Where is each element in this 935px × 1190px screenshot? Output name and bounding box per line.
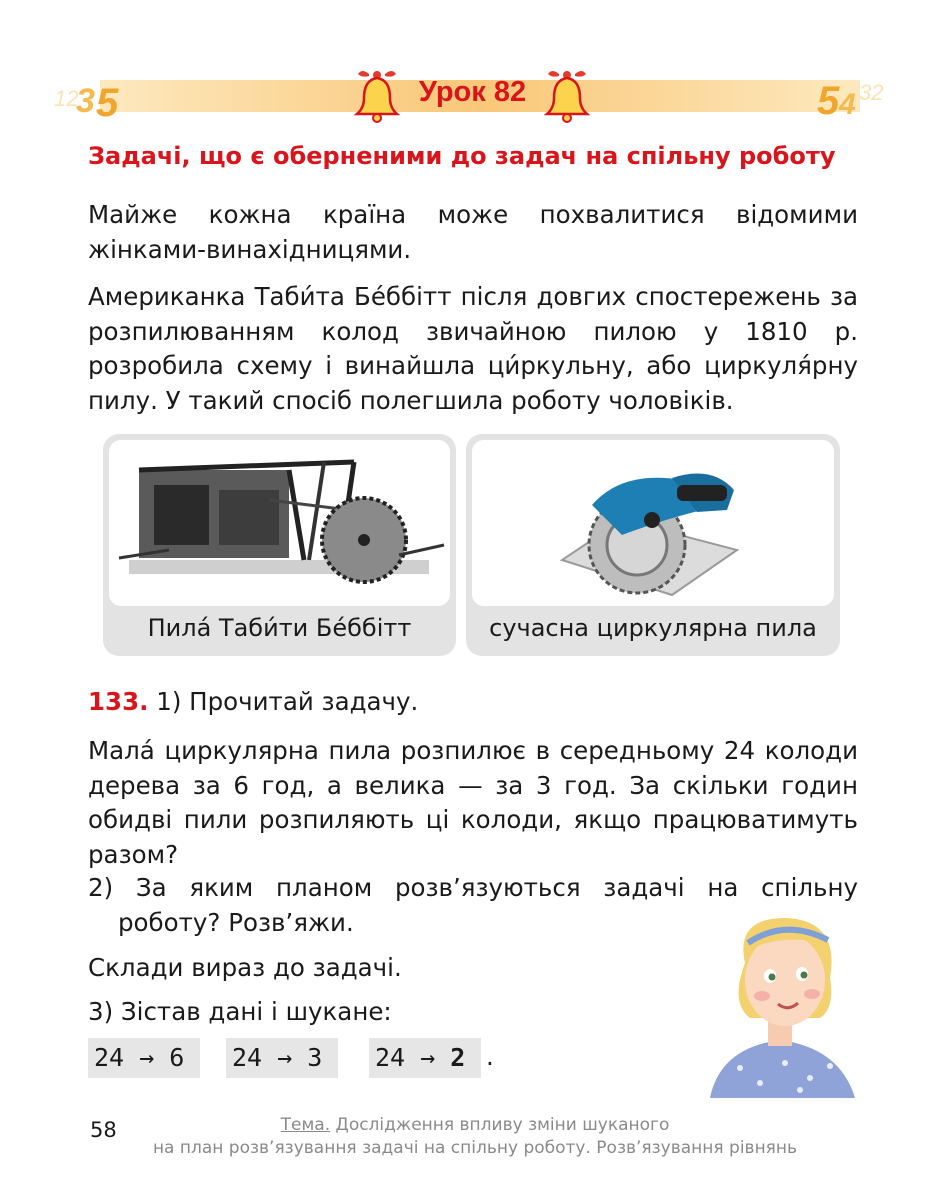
pair-left: 24	[375, 1043, 406, 1072]
pair-right: 3	[307, 1043, 323, 1072]
lesson-heading: Задачі, що є оберненими до задач на спільну роботу	[88, 142, 836, 170]
girl-illustration	[690, 908, 870, 1098]
task-step2: 2) За яким планом розв’язуються задачі на спільну роботу? Розв’яжи.	[88, 873, 858, 937]
intro-paragraph: Американка Таби́та Бе́ббітт після довгих спостережень за розпилюванням колод звичайною пилою у 1810 р. розробила схему і винайшла ци́ркульну, або циркуля́рну пилу. У такий спосіб полегшила роботу чоловіків.	[88, 282, 858, 415]
pair-right: 2	[450, 1043, 466, 1072]
image-caption: Пила́ Таби́ти Бе́ббітт	[147, 614, 412, 642]
image-caption: сучасна циркулярна пила	[489, 614, 817, 642]
end-mark: .	[486, 1042, 494, 1071]
pair-chip	[226, 1038, 338, 1078]
task-step1-text: 1) Прочитай задачу.	[156, 687, 419, 716]
svg-text:32: 32	[859, 80, 884, 105]
svg-text:12: 12	[54, 86, 79, 111]
pair-right: 6	[169, 1043, 185, 1072]
pair-left: 24	[94, 1043, 125, 1072]
topic-line-1: Дослідження впливу зміни шуканого	[335, 1115, 670, 1135]
task-compose: Склади вираз до задачі.	[88, 953, 402, 982]
page-number: 58	[90, 1118, 117, 1142]
topic-line-2: на план розв’язування задачі на спільну роботу. Розв’язування рівнянь	[152, 1138, 798, 1158]
task-step1	[88, 687, 418, 716]
image-card-modern-saw	[466, 434, 840, 656]
task-problem: Мала́ циркулярна пила розпилює в середньому 24 колоди дерева за 6 год, а велика — за 3 год. За скільки годин обидві пили розпиляють ці колоди, якщо працюватимуть разом?	[88, 736, 858, 869]
pair-chip	[88, 1038, 200, 1078]
lesson-title: Урок 82	[418, 76, 527, 108]
svg-text:4: 4	[839, 88, 856, 121]
pair-left: 24	[232, 1043, 263, 1072]
digits-decoration-left	[50, 72, 130, 122]
pair-chip	[369, 1038, 481, 1078]
arrow-icon: →	[420, 1043, 436, 1072]
bell-icon	[352, 66, 402, 124]
svg-text:3: 3	[76, 82, 95, 120]
arrow-icon: →	[139, 1043, 155, 1072]
image-card-old-saw	[103, 434, 456, 656]
intro-paragraph: Майже кожна країна може похвалитися відомими жінками-винахідницями.	[88, 200, 858, 264]
svg-text:5: 5	[817, 79, 840, 122]
arrow-icon: →	[277, 1043, 293, 1072]
topic-label: Тема.	[280, 1115, 331, 1135]
task-number: 133.	[88, 687, 149, 716]
svg-text:5: 5	[96, 81, 119, 122]
footer-line-1	[130, 1114, 820, 1137]
bell-icon	[542, 66, 592, 124]
old-saw-machine-image	[109, 440, 450, 606]
digits-decoration-right	[815, 70, 900, 122]
circular-saw-image	[472, 440, 834, 606]
task-step3: 3) Зістав дані і шукане:	[88, 997, 392, 1026]
footer-topic	[130, 1114, 820, 1160]
